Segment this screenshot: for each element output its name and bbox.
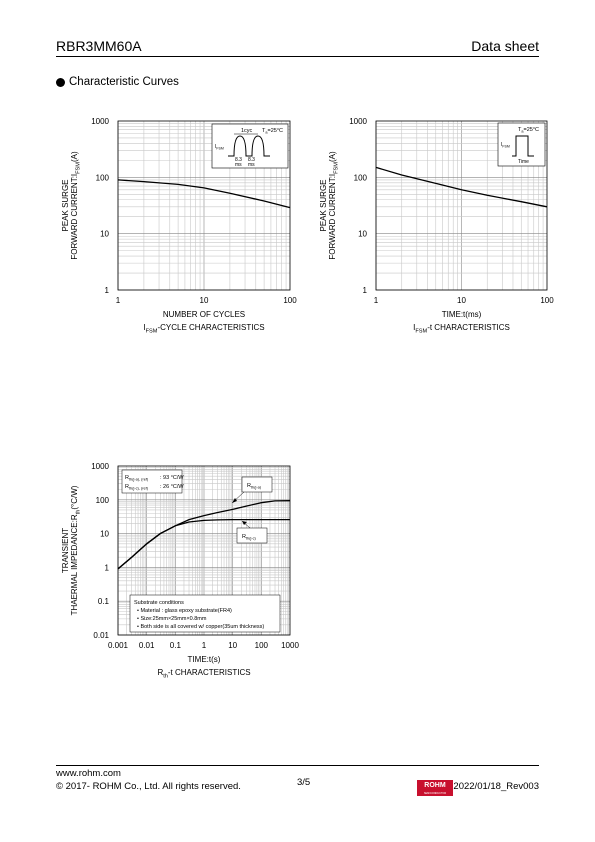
y-tick-label: 1 <box>362 286 367 295</box>
x-tick-label: 100 <box>283 296 297 305</box>
chart-caption: $I_{FSM}-t$ CHARACTERISTICS <box>413 323 510 335</box>
section-heading <box>56 76 179 88</box>
inset-t2-unit: ms <box>248 162 255 168</box>
y-tick-label: 1 <box>104 563 109 573</box>
inset-time-label: Time <box>518 159 529 165</box>
inset-ta-label: $T_a=25^\circ C$ <box>518 127 540 134</box>
x-axis-label: NUMBER OF CYCLES <box>162 310 246 319</box>
x-tick-label: 1 <box>373 296 379 305</box>
y-axis-label-line2 <box>70 485 81 615</box>
footer-copyright: © 2017- ROHM Co., Ltd. All rights reserved. <box>56 781 241 792</box>
y-tick-label: 100 <box>95 495 109 505</box>
x-tick-label: 0.1 <box>169 641 181 650</box>
y-tick-label: 1000 <box>91 462 109 471</box>
chart-caption: $I_{FSM}$-CYCLE CHARACTERISTICS <box>143 323 265 335</box>
bullet-icon <box>56 78 65 87</box>
y-tick-label: 1000 <box>91 117 109 126</box>
rth-time-chart <box>0 455 310 685</box>
y-tick-label: 100 <box>353 173 367 183</box>
x-axis-label: TIME:t(s) <box>187 655 221 664</box>
note-line: • Both side is all covered w/ copper(35um thickness) <box>137 624 265 630</box>
y-tick-label: 1000 <box>349 117 367 126</box>
callout-label: $R_{th(j-c)}$ <box>242 534 256 541</box>
section-title: Characteristic Curves <box>69 76 179 88</box>
x-axis-label: TIME:t(ms) <box>441 310 482 319</box>
legend-label: $R_{th(j-a), (ref)}$ <box>125 475 149 482</box>
y-tick-label: 1 <box>104 286 109 295</box>
footer-rule <box>56 765 539 766</box>
inset-t2: 8.3 <box>248 157 255 163</box>
y-tick-label: 0.01 <box>93 631 109 640</box>
substrate-note <box>130 595 280 632</box>
header-rule <box>56 56 539 57</box>
callout-label: $R_{th(j-a)}$ <box>247 483 262 490</box>
footer-url[interactable]: www.rohm.com <box>56 768 121 779</box>
y-axis-label-text: PEAK SURGE <box>319 179 328 232</box>
y-axis-label-line2 <box>70 151 81 260</box>
y-tick-label: 10 <box>100 529 109 539</box>
inset-cycle-label: 1cyc <box>241 128 253 134</box>
legend-label: $R_{th(j-c), (ref)}$ <box>125 484 148 491</box>
x-tick-label: 1000 <box>281 641 299 650</box>
x-tick-label: 0.001 <box>107 641 129 650</box>
x-tick-label: 1 <box>115 296 121 305</box>
y-axis-label-line1 <box>61 528 70 573</box>
inset-ta-label: $T_a=25^\circ C$ <box>262 128 284 135</box>
note-line: • Material : glass epoxy substrate(FR4) <box>137 608 232 614</box>
y-axis-label-line1 <box>319 179 328 231</box>
x-tick-label: 10 <box>457 296 466 305</box>
legend-value: : 93 °C/W <box>160 475 184 481</box>
inset-ifsm-label: $I_{FSM}$ <box>215 144 224 151</box>
y-tick-label: 10 <box>100 229 109 239</box>
x-tick-label: 10 <box>228 641 238 650</box>
footer-date-revision: 2022/01/18_Rev003 <box>453 781 539 792</box>
chart-caption: $R_{th}-t$ CHARACTERISTICS <box>157 668 251 680</box>
y-axis-label-text: FORWARD $CURRENT:I_{FSM}(A)$ <box>70 151 82 260</box>
page-number: 3/5 <box>297 777 311 788</box>
inset-t1-unit: ms <box>235 162 242 168</box>
callout-rth-ja <box>232 477 272 503</box>
inset-ifsm-label: $I_{FSM}$ <box>501 142 510 149</box>
part-number: RBR3MM60A <box>56 38 142 54</box>
y-axis-label-text: THAERMAL $IMPEDANCE:R_{th}(^\circ C/W)$ <box>70 485 82 616</box>
x-tick-label: 100 <box>254 641 269 650</box>
pulse-inset <box>498 123 545 166</box>
ifsm-time-chart <box>290 110 595 340</box>
note-line: Substrate conditions <box>134 600 184 606</box>
y-tick-label: 0.1 <box>97 597 109 607</box>
rth-legend <box>122 470 184 493</box>
x-tick-label: 100 <box>540 296 554 305</box>
y-axis-label-line2 <box>328 151 339 260</box>
y-axis-label-text: PEAK SURGE <box>61 179 70 232</box>
y-axis-label-text: FORWARD $CURRENT:I_{FSM}(A)$ <box>328 151 340 260</box>
x-tick-label: 10 <box>199 296 209 305</box>
y-axis-label-text: TRANSIENT <box>61 527 70 574</box>
x-tick-label: 1 <box>201 641 207 650</box>
rohm-logo: ROHM SEMICONDUCTOR <box>417 780 453 796</box>
document-type: Data sheet <box>471 38 539 54</box>
waveform-inset <box>212 124 288 168</box>
ifsm-cycle-chart <box>0 110 310 340</box>
legend-value: : 26 °C/W <box>160 484 184 490</box>
y-tick-label: 100 <box>95 173 109 183</box>
y-tick-label: 10 <box>358 229 367 239</box>
x-tick-label: 0.01 <box>138 641 155 650</box>
y-axis-label-line1 <box>61 179 70 231</box>
note-line: • Size:25mm×25mm×0.8mm <box>137 616 207 622</box>
inset-t1: 8.3 <box>235 157 242 163</box>
